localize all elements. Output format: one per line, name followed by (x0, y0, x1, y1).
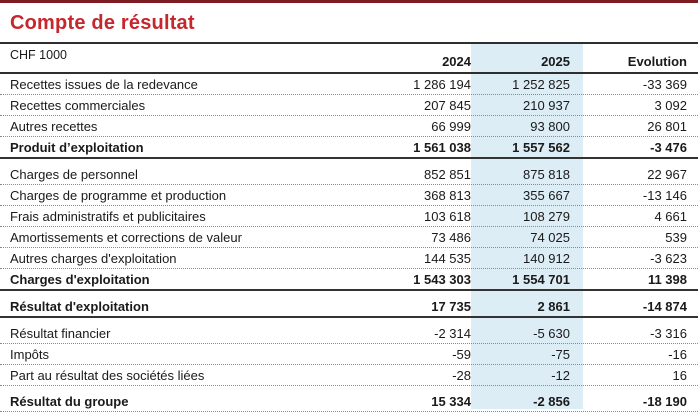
table-row (0, 269, 698, 291)
value-2025: -75 (551, 346, 570, 362)
value-2024: 1 543 303 (413, 271, 471, 287)
row-label: Résultat financier (10, 325, 111, 341)
value-evolution: -3 623 (650, 250, 687, 266)
value-2024: 144 535 (424, 250, 471, 266)
page-title: Compte de résultat (0, 3, 698, 44)
value-2024: -28 (452, 367, 471, 383)
value-evolution: -16 (668, 346, 687, 362)
value-evolution: 539 (665, 229, 687, 245)
value-evolution: 26 801 (647, 118, 687, 134)
value-evolution: 16 (672, 367, 687, 383)
value-evolution: 22 967 (647, 166, 687, 182)
value-2024: 17 735 (431, 298, 471, 314)
column-header-2025: 2025 (541, 54, 570, 69)
table-row (0, 323, 698, 344)
value-2024: 73 486 (431, 229, 471, 245)
row-label: Autres charges d'exploitation (10, 250, 177, 266)
value-2024: 1 561 038 (413, 139, 471, 155)
value-2024: 103 618 (424, 208, 471, 224)
table-row (0, 74, 698, 95)
table-row (0, 164, 698, 185)
value-2024: 66 999 (431, 118, 471, 134)
value-2024: -59 (452, 346, 471, 362)
row-label: Charges de personnel (10, 166, 138, 182)
value-2025: 140 912 (523, 250, 570, 266)
value-evolution: -3 316 (650, 325, 687, 341)
table-row (0, 344, 698, 365)
table-row (0, 391, 698, 412)
unit-label: CHF 1000 (10, 48, 67, 62)
table-row (0, 227, 698, 248)
value-evolution: -13 146 (642, 187, 687, 203)
row-label: Résultat du groupe (10, 393, 129, 409)
row-label: Amortissements et corrections de valeur (10, 229, 242, 245)
value-2025: -2 856 (533, 393, 570, 409)
row-label: Charges de programme et production (10, 187, 227, 203)
value-2024: -2 314 (434, 325, 471, 341)
column-header-evolution: Evolution (627, 54, 687, 69)
table-row (0, 95, 698, 116)
row-label: Part au résultat des sociétés liées (10, 367, 205, 383)
row-label: Produit d’exploitation (10, 139, 144, 155)
value-2024: 368 813 (424, 187, 471, 203)
row-label: Résultat d'exploitation (10, 298, 149, 314)
value-evolution: -33 369 (642, 76, 687, 92)
column-headers (341, 54, 687, 69)
table-row (0, 116, 698, 137)
value-2025: 1 252 825 (512, 76, 570, 92)
value-2025: -5 630 (533, 325, 570, 341)
table-header (0, 44, 698, 74)
value-2025: 1 554 701 (512, 271, 570, 287)
column-header-2024: 2024 (442, 54, 471, 69)
value-2024: 1 286 194 (413, 76, 471, 92)
table-row (0, 137, 698, 159)
row-label: Recettes issues de la redevance (10, 76, 198, 92)
table-body (0, 74, 698, 412)
value-2025: 108 279 (523, 208, 570, 224)
value-2025: -12 (551, 367, 570, 383)
value-2025: 93 800 (530, 118, 570, 134)
row-label: Charges d'exploitation (10, 271, 150, 287)
row-label: Frais administratifs et publicitaires (10, 208, 206, 224)
value-2025: 74 025 (530, 229, 570, 245)
income-statement-table (0, 44, 698, 412)
table-row (0, 365, 698, 386)
table-row (0, 185, 698, 206)
value-evolution: -18 190 (642, 393, 687, 409)
row-label: Impôts (10, 346, 50, 362)
value-2024: 207 845 (424, 97, 471, 113)
value-evolution: 3 092 (654, 97, 687, 113)
table-row (0, 296, 698, 318)
value-2025: 2 861 (537, 298, 570, 314)
table-row (0, 248, 698, 269)
value-2025: 875 818 (523, 166, 570, 182)
value-2024: 15 334 (431, 393, 471, 409)
row-label: Autres recettes (10, 118, 98, 134)
value-2025: 1 557 562 (512, 139, 570, 155)
table-row (0, 206, 698, 227)
value-evolution: -3 476 (650, 139, 687, 155)
value-2024: 852 851 (424, 166, 471, 182)
value-2025: 210 937 (523, 97, 570, 113)
value-2025: 355 667 (523, 187, 570, 203)
value-evolution: 4 661 (654, 208, 687, 224)
value-evolution: 11 398 (647, 271, 687, 287)
row-label: Recettes commerciales (10, 97, 146, 113)
value-evolution: -14 874 (642, 298, 687, 314)
